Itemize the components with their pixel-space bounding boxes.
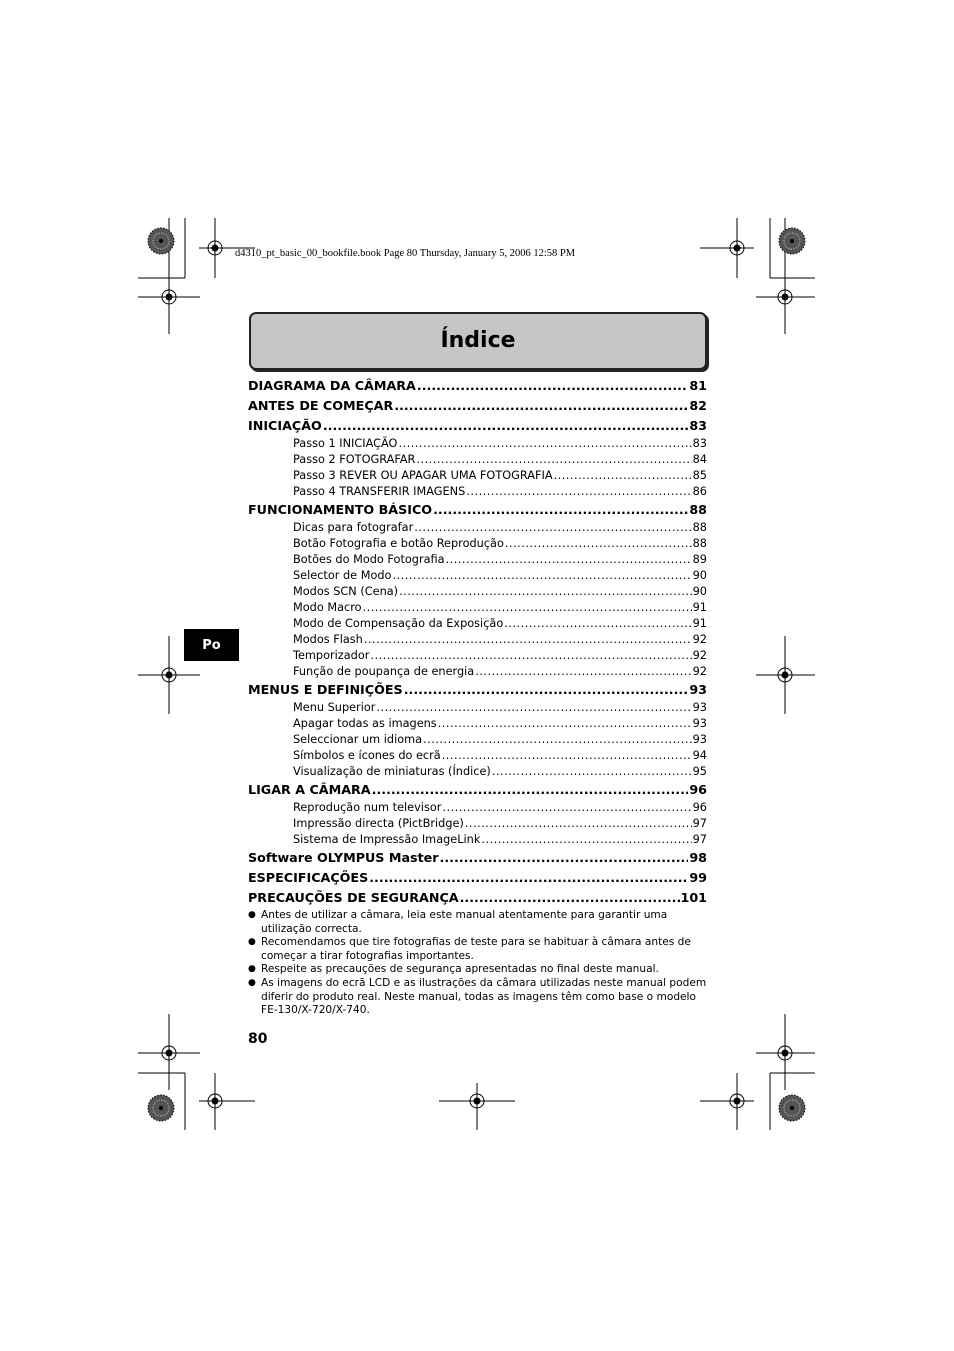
toc-section-menus[interactable]: MENUS E DEFINIÇÕES ..... 93 xyxy=(248,680,707,700)
toc-section-precaucoes[interactable]: PRECAUÇÕES DE SEGURANÇA ..... 101 xyxy=(248,888,707,908)
bullet-icon: ● xyxy=(248,910,256,920)
toc-item[interactable]: Visualização de miniaturas (Índice) ..... 95 xyxy=(248,764,707,780)
toc-section-especificacoes[interactable]: ESPECIFICAÇÕES ..... 99 xyxy=(248,868,707,888)
toc-section-ligar[interactable]: LIGAR A CÂMARA ..... 96 xyxy=(248,780,707,800)
toc-item[interactable]: Modos SCN (Cena) ..... 90 xyxy=(248,584,707,600)
note-item: ● As imagens do ecrã LCD e as ilustrações da câmara utilizadas neste manual podem diferir do produto real. Neste manual, todas as imagens têm como base o modelo FE-130/X-720/X-740. xyxy=(248,976,707,1017)
toc-item[interactable]: Função de poupança de energia ..... 92 xyxy=(248,664,707,680)
toc-item[interactable]: Símbolos e ícones do ecrã ..... 94 xyxy=(248,748,707,764)
toc-item[interactable]: Modo de Compensação da Exposição ..... 91 xyxy=(248,616,707,632)
toc-section-funcionamento[interactable]: FUNCIONAMENTO BÁSICO ..... 88 xyxy=(248,500,707,520)
file-header: d4310_pt_basic_00_bookfile.book Page 80 Thursday, January 5, 2006 12:58 PM xyxy=(235,248,576,259)
toc-item[interactable]: Passo 2 FOTOGRAFAR ..... 84 xyxy=(248,452,707,468)
toc-item[interactable]: Modo Macro ..... 91 xyxy=(248,600,707,616)
toc-item[interactable]: Menu Superior ..... 93 xyxy=(248,700,707,716)
toc-item[interactable]: Apagar todas as imagens ..... 93 xyxy=(248,716,707,732)
note-item: ● Recomendamos que tire fotografias de teste para se habituar à câmara antes de começar a tirar fotografias importantes. xyxy=(248,936,691,962)
toc-section-software[interactable]: Software OLYMPUS Master ..... 98 xyxy=(248,848,707,868)
toc-item[interactable]: Sistema de Impressão ImageLink ..... 97 xyxy=(248,832,707,848)
note-item: ● Respeite as precauções de segurança apresentadas no final deste manual. xyxy=(248,963,659,976)
toc-item[interactable]: Botões do Modo Fotografia ..... 89 xyxy=(248,552,707,568)
toc-item[interactable]: Modos Flash ..... 92 xyxy=(248,632,707,648)
title-banner xyxy=(249,312,707,370)
toc-section-diagrama[interactable]: DIAGRAMA DA CÂMARA ..... 81 xyxy=(248,376,707,396)
toc-item[interactable]: Temporizador ..... 92 xyxy=(248,648,707,664)
notes-list xyxy=(248,909,710,1018)
page-number: 80 xyxy=(248,1031,268,1047)
toc-item[interactable]: Reprodução num televisor ..... 96 xyxy=(248,800,707,816)
toc-item[interactable]: Seleccionar um idioma ..... 93 xyxy=(248,732,707,748)
toc-item[interactable]: Botão Fotografia e botão Reprodução ..... 88 xyxy=(248,536,707,552)
toc-section-iniciacao[interactable]: INICIAÇÃO ..... 83 xyxy=(248,416,707,436)
toc-item[interactable]: Impressão directa (PictBridge) ..... 97 xyxy=(248,816,707,832)
language-tab: Po xyxy=(184,629,239,661)
note-item: ● Antes de utilizar a câmara, leia este manual atentamente para garantir uma utilização correcta. xyxy=(248,909,668,935)
toc-section-antes[interactable]: ANTES DE COMEÇAR ..... 82 xyxy=(248,396,707,416)
toc-item[interactable]: Selector de Modo ..... 90 xyxy=(248,568,707,584)
bullet-icon: ● xyxy=(248,977,256,988)
bullet-icon: ● xyxy=(248,937,256,948)
toc-item[interactable]: Dicas para fotografar ..... 88 xyxy=(248,520,707,536)
page-title: Índice xyxy=(440,328,516,353)
toc-item[interactable]: Passo 3 REVER OU APAGAR UMA FOTOGRAFIA ..... 85 xyxy=(248,468,707,484)
toc-item[interactable]: Passo 1 INICIAÇÃO ..... 83 xyxy=(248,436,707,452)
bullet-icon: ● xyxy=(248,964,256,975)
table-of-contents xyxy=(248,376,707,908)
toc-item[interactable]: Passo 4 TRANSFERIR IMAGENS ..... 86 xyxy=(248,484,707,500)
